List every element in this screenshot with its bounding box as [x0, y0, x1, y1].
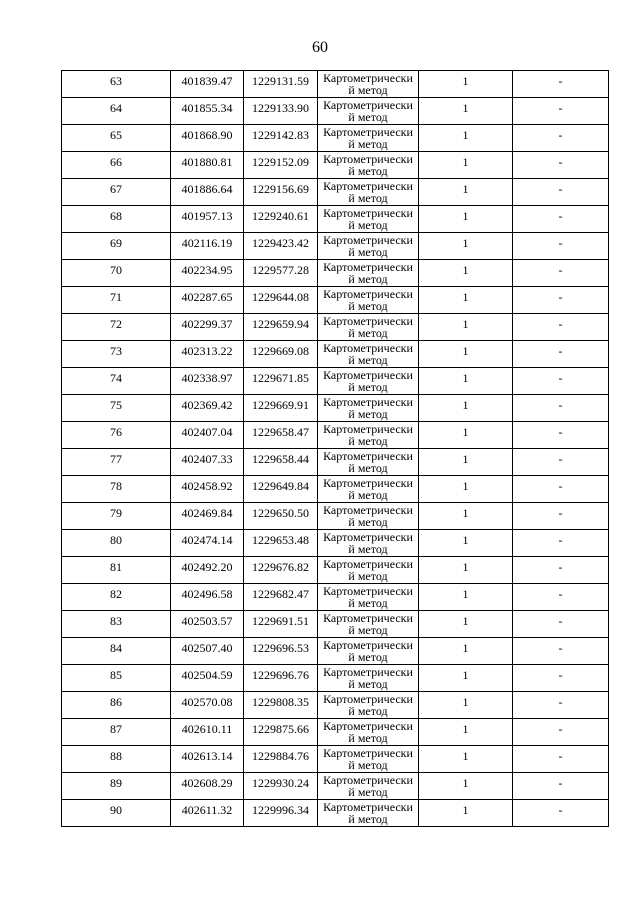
y-coordinate-cell: 1229875.66 — [244, 719, 318, 746]
method-cell — [318, 260, 419, 287]
method-line-1: Картометрически — [323, 422, 413, 436]
x-coordinate-cell: 402492.20 — [171, 557, 244, 584]
table-row — [62, 206, 609, 233]
x-coordinate-cell: 402507.40 — [171, 638, 244, 665]
accuracy-cell: 1 — [419, 638, 513, 665]
accuracy-cell: 1 — [419, 314, 513, 341]
x-coordinate-cell: 402610.11 — [171, 719, 244, 746]
method-line-2: й метод — [348, 731, 388, 745]
description-cell: - — [513, 719, 609, 746]
method-line-1: Картометрически — [323, 800, 413, 814]
description-cell: - — [513, 638, 609, 665]
method-line-2: й метод — [348, 785, 388, 799]
method-line-1: Картометрически — [323, 449, 413, 463]
method-cell — [318, 530, 419, 557]
table-row — [62, 179, 609, 206]
y-coordinate-cell: 1229133.90 — [244, 98, 318, 125]
x-coordinate-cell: 402313.22 — [171, 341, 244, 368]
table-row — [62, 800, 609, 827]
accuracy-cell: 1 — [419, 611, 513, 638]
point-number-cell: 88 — [62, 746, 171, 773]
description-cell: - — [513, 557, 609, 584]
point-number-cell: 67 — [62, 179, 171, 206]
table-row — [62, 719, 609, 746]
table-body — [62, 71, 609, 827]
method-line-1: Картометрически — [323, 503, 413, 517]
y-coordinate-cell: 1229930.24 — [244, 773, 318, 800]
x-coordinate-cell: 401957.13 — [171, 206, 244, 233]
y-coordinate-cell: 1229696.76 — [244, 665, 318, 692]
method-line-1: Картометрически — [323, 773, 413, 787]
method-cell — [318, 206, 419, 233]
method-line-1: Картометрически — [323, 665, 413, 679]
point-number-cell: 70 — [62, 260, 171, 287]
table-row — [62, 449, 609, 476]
method-line-1: Картометрически — [323, 152, 413, 166]
description-cell: - — [513, 530, 609, 557]
method-cell — [318, 503, 419, 530]
y-coordinate-cell: 1229131.59 — [244, 71, 318, 98]
accuracy-cell: 1 — [419, 773, 513, 800]
description-cell: - — [513, 746, 609, 773]
description-cell: - — [513, 341, 609, 368]
method-line-2: й метод — [348, 218, 388, 232]
method-cell — [318, 611, 419, 638]
table-row — [62, 287, 609, 314]
x-coordinate-cell: 402608.29 — [171, 773, 244, 800]
table-row — [62, 530, 609, 557]
y-coordinate-cell: 1229658.44 — [244, 449, 318, 476]
y-coordinate-cell: 1229649.84 — [244, 476, 318, 503]
description-cell: - — [513, 692, 609, 719]
point-number-cell: 72 — [62, 314, 171, 341]
description-cell: - — [513, 395, 609, 422]
method-line-2: й метод — [348, 758, 388, 772]
x-coordinate-cell: 401839.47 — [171, 71, 244, 98]
method-line-1: Картометрически — [323, 314, 413, 328]
x-coordinate-cell: 402338.97 — [171, 368, 244, 395]
table-row — [62, 773, 609, 800]
point-number-cell: 77 — [62, 449, 171, 476]
y-coordinate-cell: 1229142.83 — [244, 125, 318, 152]
point-number-cell: 66 — [62, 152, 171, 179]
accuracy-cell: 1 — [419, 719, 513, 746]
accuracy-cell: 1 — [419, 557, 513, 584]
description-cell: - — [513, 71, 609, 98]
method-cell — [318, 773, 419, 800]
x-coordinate-cell: 402570.08 — [171, 692, 244, 719]
page-number: 60 — [312, 39, 328, 56]
method-line-1: Картометрически — [323, 206, 413, 220]
method-line-2: й метод — [348, 677, 388, 691]
point-number-cell: 69 — [62, 233, 171, 260]
method-line-2: й метод — [348, 704, 388, 718]
table-row — [62, 476, 609, 503]
table-row — [62, 557, 609, 584]
x-coordinate-cell: 402369.42 — [171, 395, 244, 422]
description-cell: - — [513, 503, 609, 530]
method-cell — [318, 71, 419, 98]
description-cell: - — [513, 98, 609, 125]
method-line-2: й метод — [348, 623, 388, 637]
method-line-1: Картометрически — [323, 719, 413, 733]
accuracy-cell: 1 — [419, 206, 513, 233]
y-coordinate-cell: 1229577.28 — [244, 260, 318, 287]
method-line-1: Картометрически — [323, 71, 413, 85]
method-cell — [318, 746, 419, 773]
accuracy-cell: 1 — [419, 98, 513, 125]
y-coordinate-cell: 1229691.51 — [244, 611, 318, 638]
point-number-cell: 89 — [62, 773, 171, 800]
y-coordinate-cell: 1229808.35 — [244, 692, 318, 719]
accuracy-cell: 1 — [419, 233, 513, 260]
accuracy-cell: 1 — [419, 503, 513, 530]
point-number-cell: 80 — [62, 530, 171, 557]
method-cell — [318, 368, 419, 395]
method-line-2: й метод — [348, 164, 388, 178]
method-cell — [318, 638, 419, 665]
method-line-2: й метод — [348, 353, 388, 367]
method-cell — [318, 719, 419, 746]
table-row — [62, 422, 609, 449]
method-line-2: й метод — [348, 812, 388, 826]
accuracy-cell: 1 — [419, 71, 513, 98]
table-row — [62, 368, 609, 395]
table-row — [62, 746, 609, 773]
point-number-cell: 83 — [62, 611, 171, 638]
description-cell: - — [513, 665, 609, 692]
table-row — [62, 152, 609, 179]
method-line-1: Картометрически — [323, 233, 413, 247]
point-number-cell: 78 — [62, 476, 171, 503]
y-coordinate-cell: 1229240.61 — [244, 206, 318, 233]
method-line-1: Картометрически — [323, 638, 413, 652]
description-cell: - — [513, 476, 609, 503]
method-line-1: Картометрически — [323, 98, 413, 112]
accuracy-cell: 1 — [419, 449, 513, 476]
y-coordinate-cell: 1229696.53 — [244, 638, 318, 665]
x-coordinate-cell: 401886.64 — [171, 179, 244, 206]
x-coordinate-cell: 402116.19 — [171, 233, 244, 260]
accuracy-cell: 1 — [419, 368, 513, 395]
x-coordinate-cell: 402234.95 — [171, 260, 244, 287]
x-coordinate-cell: 402407.33 — [171, 449, 244, 476]
table-row — [62, 125, 609, 152]
method-line-2: й метод — [348, 488, 388, 502]
y-coordinate-cell: 1229669.08 — [244, 341, 318, 368]
method-cell — [318, 584, 419, 611]
accuracy-cell: 1 — [419, 584, 513, 611]
method-line-2: й метод — [348, 326, 388, 340]
point-number-cell: 64 — [62, 98, 171, 125]
method-line-2: й метод — [348, 569, 388, 583]
x-coordinate-cell: 402287.65 — [171, 287, 244, 314]
method-line-2: й метод — [348, 542, 388, 556]
description-cell: - — [513, 206, 609, 233]
method-cell — [318, 800, 419, 827]
accuracy-cell: 1 — [419, 530, 513, 557]
method-line-1: Картометрически — [323, 260, 413, 274]
x-coordinate-cell: 402503.57 — [171, 611, 244, 638]
table-row — [62, 611, 609, 638]
description-cell: - — [513, 800, 609, 827]
table-row — [62, 71, 609, 98]
method-line-2: й метод — [348, 191, 388, 205]
y-coordinate-cell: 1229156.69 — [244, 179, 318, 206]
x-coordinate-cell: 402504.59 — [171, 665, 244, 692]
method-line-2: й метод — [348, 515, 388, 529]
table-row — [62, 98, 609, 125]
method-line-2: й метод — [348, 110, 388, 124]
accuracy-cell: 1 — [419, 476, 513, 503]
table-row — [62, 503, 609, 530]
method-line-1: Картометрически — [323, 341, 413, 355]
method-line-2: й метод — [348, 407, 388, 421]
accuracy-cell: 1 — [419, 422, 513, 449]
method-line-1: Картометрически — [323, 368, 413, 382]
description-cell: - — [513, 773, 609, 800]
table-row — [62, 341, 609, 368]
method-line-1: Картометрически — [323, 557, 413, 571]
method-line-1: Картометрически — [323, 476, 413, 490]
description-cell: - — [513, 368, 609, 395]
point-number-cell: 68 — [62, 206, 171, 233]
method-line-2: й метод — [348, 380, 388, 394]
method-cell — [318, 287, 419, 314]
method-line-1: Картометрически — [323, 584, 413, 598]
method-cell — [318, 557, 419, 584]
x-coordinate-cell: 402496.58 — [171, 584, 244, 611]
method-cell — [318, 341, 419, 368]
method-line-2: й метод — [348, 596, 388, 610]
method-line-2: й метод — [348, 83, 388, 97]
point-number-cell: 90 — [62, 800, 171, 827]
accuracy-cell: 1 — [419, 260, 513, 287]
point-number-cell: 71 — [62, 287, 171, 314]
accuracy-cell: 1 — [419, 395, 513, 422]
x-coordinate-cell: 402474.14 — [171, 530, 244, 557]
description-cell: - — [513, 125, 609, 152]
table-row — [62, 395, 609, 422]
point-number-cell: 65 — [62, 125, 171, 152]
point-number-cell: 86 — [62, 692, 171, 719]
y-coordinate-cell: 1229423.42 — [244, 233, 318, 260]
x-coordinate-cell: 402458.92 — [171, 476, 244, 503]
description-cell: - — [513, 179, 609, 206]
method-cell — [318, 314, 419, 341]
point-number-cell: 74 — [62, 368, 171, 395]
accuracy-cell: 1 — [419, 287, 513, 314]
description-cell: - — [513, 152, 609, 179]
method-line-2: й метод — [348, 434, 388, 448]
y-coordinate-cell: 1229676.82 — [244, 557, 318, 584]
x-coordinate-cell: 402299.37 — [171, 314, 244, 341]
point-number-cell: 81 — [62, 557, 171, 584]
y-coordinate-cell: 1229669.91 — [244, 395, 318, 422]
table-row — [62, 692, 609, 719]
description-cell: - — [513, 584, 609, 611]
method-cell — [318, 422, 419, 449]
description-cell: - — [513, 314, 609, 341]
method-cell — [318, 395, 419, 422]
x-coordinate-cell: 402407.04 — [171, 422, 244, 449]
coordinates-table — [61, 70, 609, 827]
method-cell — [318, 449, 419, 476]
table-row — [62, 665, 609, 692]
y-coordinate-cell: 1229659.94 — [244, 314, 318, 341]
accuracy-cell: 1 — [419, 800, 513, 827]
method-cell — [318, 98, 419, 125]
method-line-2: й метод — [348, 299, 388, 313]
y-coordinate-cell: 1229650.50 — [244, 503, 318, 530]
x-coordinate-cell: 402611.32 — [171, 800, 244, 827]
method-line-1: Картометрически — [323, 530, 413, 544]
description-cell: - — [513, 260, 609, 287]
description-cell: - — [513, 233, 609, 260]
method-line-1: Картометрически — [323, 746, 413, 760]
accuracy-cell: 1 — [419, 341, 513, 368]
description-cell: - — [513, 422, 609, 449]
method-cell — [318, 125, 419, 152]
point-number-cell: 76 — [62, 422, 171, 449]
table-row — [62, 638, 609, 665]
table-row — [62, 260, 609, 287]
method-line-2: й метод — [348, 272, 388, 286]
point-number-cell: 85 — [62, 665, 171, 692]
y-coordinate-cell: 1229996.34 — [244, 800, 318, 827]
x-coordinate-cell: 402469.84 — [171, 503, 244, 530]
table-row — [62, 314, 609, 341]
method-line-1: Картометрически — [323, 179, 413, 193]
point-number-cell: 84 — [62, 638, 171, 665]
y-coordinate-cell: 1229682.47 — [244, 584, 318, 611]
method-line-2: й метод — [348, 650, 388, 664]
x-coordinate-cell: 401880.81 — [171, 152, 244, 179]
method-cell — [318, 665, 419, 692]
method-cell — [318, 179, 419, 206]
method-line-2: й метод — [348, 137, 388, 151]
method-line-1: Картометрически — [323, 125, 413, 139]
x-coordinate-cell: 401868.90 — [171, 125, 244, 152]
point-number-cell: 79 — [62, 503, 171, 530]
y-coordinate-cell: 1229671.85 — [244, 368, 318, 395]
accuracy-cell: 1 — [419, 746, 513, 773]
y-coordinate-cell: 1229644.08 — [244, 287, 318, 314]
method-cell — [318, 233, 419, 260]
description-cell: - — [513, 449, 609, 476]
method-cell — [318, 152, 419, 179]
accuracy-cell: 1 — [419, 152, 513, 179]
y-coordinate-cell: 1229653.48 — [244, 530, 318, 557]
point-number-cell: 87 — [62, 719, 171, 746]
x-coordinate-cell: 402613.14 — [171, 746, 244, 773]
point-number-cell: 82 — [62, 584, 171, 611]
y-coordinate-cell: 1229152.09 — [244, 152, 318, 179]
method-line-1: Картометрически — [323, 287, 413, 301]
accuracy-cell: 1 — [419, 125, 513, 152]
table-row — [62, 233, 609, 260]
description-cell: - — [513, 611, 609, 638]
point-number-cell: 75 — [62, 395, 171, 422]
method-line-1: Картометрически — [323, 395, 413, 409]
method-line-2: й метод — [348, 245, 388, 259]
point-number-cell: 63 — [62, 71, 171, 98]
accuracy-cell: 1 — [419, 665, 513, 692]
accuracy-cell: 1 — [419, 692, 513, 719]
method-line-1: Картометрически — [323, 611, 413, 625]
method-cell — [318, 692, 419, 719]
y-coordinate-cell: 1229884.76 — [244, 746, 318, 773]
accuracy-cell: 1 — [419, 179, 513, 206]
method-line-2: й метод — [348, 461, 388, 475]
x-coordinate-cell: 401855.34 — [171, 98, 244, 125]
method-line-1: Картометрически — [323, 692, 413, 706]
point-number-cell: 73 — [62, 341, 171, 368]
description-cell: - — [513, 287, 609, 314]
method-cell — [318, 476, 419, 503]
y-coordinate-cell: 1229658.47 — [244, 422, 318, 449]
table-row — [62, 584, 609, 611]
